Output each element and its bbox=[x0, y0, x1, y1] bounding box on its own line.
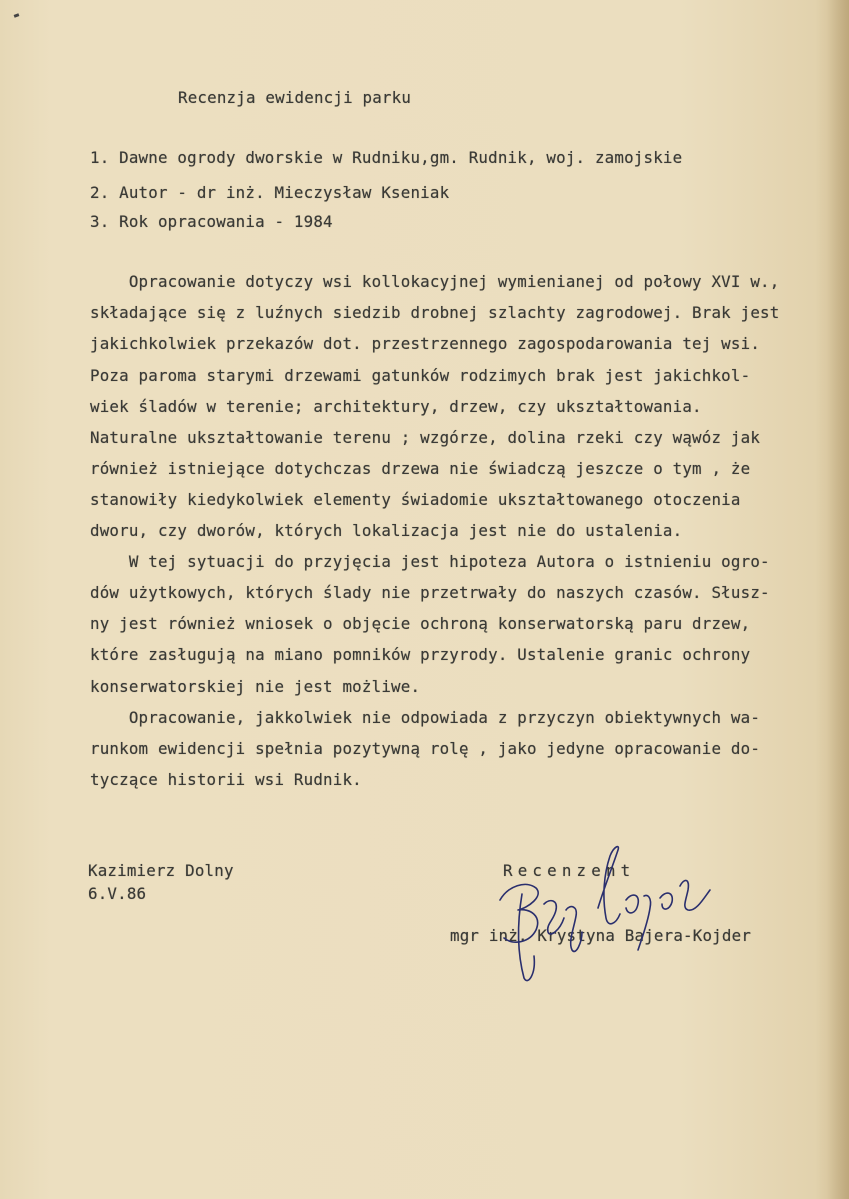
item-1: 1. Dawne ogrody dworskie w Rudniku,gm. Rudnik, woj. zamojskie bbox=[90, 148, 683, 167]
body-line: wiek śladów w terenie; architektury, drzew, czy ukształtowania. bbox=[90, 397, 702, 416]
body-line: W tej sytuacji do przyjęcia jest hipoteza Autora o istnieniu ogro- bbox=[90, 552, 770, 571]
body-line: składające się z luźnych siedzib drobnej szlachty zagrodowej. Brak jest bbox=[90, 303, 780, 322]
body-line: Poza paroma starymi drzewami gatunków rodzimych brak jest jakichkol- bbox=[90, 366, 751, 385]
document-date: 6.V.86 bbox=[88, 884, 147, 903]
body-line: Naturalne ukształtowanie terenu ; wzgórze, dolina rzeki czy wąwóz jak bbox=[90, 428, 761, 447]
body-line: dów użytkowych, których ślady nie przetrwały do naszych czasów. Słusz- bbox=[90, 583, 770, 602]
handwritten-signature bbox=[478, 838, 738, 988]
body-line: tyczące historii wsi Rudnik. bbox=[90, 770, 362, 789]
body-line: Opracowanie dotyczy wsi kollokacyjnej wymienianej od połowy XVI w., bbox=[90, 272, 780, 291]
body-line: konserwatorskiej nie jest możliwe. bbox=[90, 677, 421, 696]
reviewer-name: mgr inż. Krystyna Bajera-Kojder bbox=[450, 926, 752, 945]
body-line: Opracowanie, jakkolwiek nie odpowiada z przyczyn obiektywnych wa- bbox=[90, 708, 761, 727]
place-name: Kazimierz Dolny bbox=[88, 861, 234, 880]
body-line: dworu, czy dworów, których lokalizacja jest nie do ustalenia. bbox=[90, 521, 683, 540]
item-2: 2. Autor - dr inż. Mieczysław Kseniak bbox=[90, 183, 450, 202]
body-line: runkom ewidencji spełnia pozytywną rolę , jako jedyne opracowanie do- bbox=[90, 739, 761, 758]
paper-edge-shadow bbox=[827, 0, 849, 1199]
document-title: Recenzja ewidencji parku bbox=[178, 88, 412, 107]
body-line: stanowiły kiedykolwiek elementy świadomie ukształtowanego otoczenia bbox=[90, 490, 741, 509]
item-3: 3. Rok opracowania - 1984 bbox=[90, 212, 333, 231]
body-line: również istniejące dotychczas drzewa nie świadczą jeszcze o tym , że bbox=[90, 459, 751, 478]
body-line: jakichkolwiek przekazów dot. przestrzennego zagospodarowania tej wsi. bbox=[90, 334, 761, 353]
body-line: ny jest również wniosek o objęcie ochroną konserwatorską paru drzew, bbox=[90, 614, 751, 633]
body-line: które zasługują na miano pomników przyrody. Ustalenie granic ochrony bbox=[90, 645, 751, 664]
reviewer-label: Recenzent bbox=[503, 861, 636, 880]
